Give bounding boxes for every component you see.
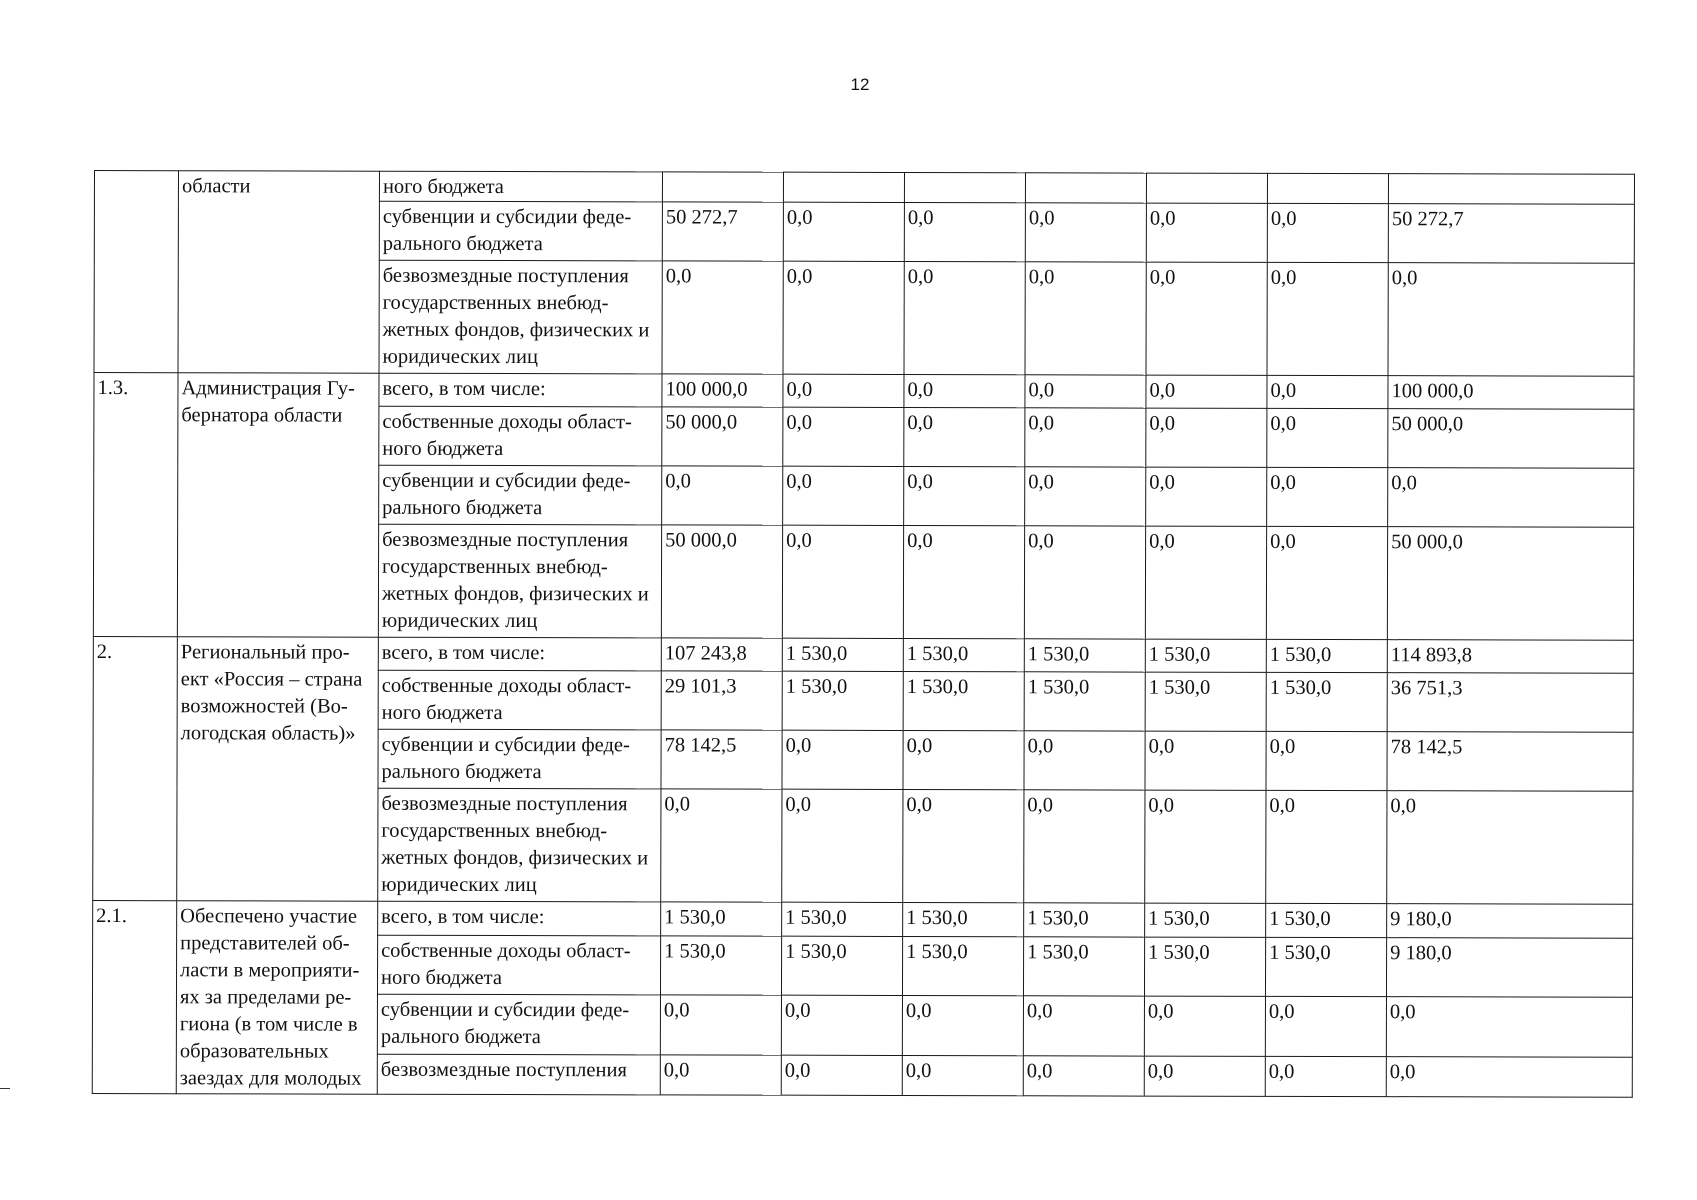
total-cell: 50 000,0: [1387, 527, 1633, 641]
row-name-text: Обеспечено участие представителей об-ласти в мероприяти-ях за пределами ре-гиона (в том числе в образовательных заездах для молодых: [179, 905, 362, 1090]
value-cell: 0,0: [1267, 375, 1388, 408]
value-cell: 0,0: [660, 995, 781, 1055]
total-cell: 0,0: [1388, 468, 1634, 528]
value-cell: [783, 172, 904, 202]
row-name-cell: области: [178, 171, 379, 373]
funding-source-cell: безвозмездные поступления: [377, 1055, 660, 1095]
value-cell: [1267, 173, 1388, 203]
value-cell: 0,0: [1146, 408, 1267, 467]
value-cell: 0,0: [1265, 997, 1386, 1057]
funding-source-cell: всего, в том числе:: [378, 637, 661, 671]
value-cell: 0,0: [1146, 262, 1267, 375]
value-cell: [1146, 173, 1267, 203]
value-cell: 0,0: [1265, 1057, 1386, 1097]
funding-source-cell: собственные доходы област-ного бюджета: [378, 670, 661, 730]
value-cell: 1 530,0: [661, 902, 782, 936]
value-cell: 0,0: [903, 525, 1024, 638]
value-cell: 1 530,0: [1145, 672, 1266, 731]
value-cell: 0,0: [1145, 731, 1266, 790]
total-cell: 9 180,0: [1386, 937, 1632, 998]
value-cell: 1 530,0: [782, 638, 903, 671]
value-cell: 0,0: [1025, 375, 1146, 408]
total-cell: 0,0: [1386, 1057, 1632, 1097]
value-cell: 0,0: [1146, 375, 1267, 408]
value-cell: 0,0: [1024, 790, 1145, 903]
value-cell: 1 530,0: [1024, 639, 1145, 672]
value-cell: 50 272,7: [662, 202, 783, 261]
value-cell: 78 142,5: [661, 730, 782, 789]
value-cell: 1 530,0: [782, 671, 903, 730]
total-cell: [1388, 174, 1634, 205]
value-cell: 0,0: [1024, 526, 1145, 639]
value-cell: 0,0: [1145, 790, 1266, 903]
value-cell: 0,0: [783, 407, 904, 466]
value-cell: 0,0: [782, 730, 903, 789]
value-cell: 50 000,0: [661, 525, 782, 638]
value-cell: 100 000,0: [662, 374, 783, 407]
value-cell: 0,0: [904, 407, 1025, 466]
row-code-cell: [94, 171, 178, 373]
value-cell: 0,0: [903, 789, 1024, 902]
value-cell: 1 530,0: [1266, 672, 1387, 731]
margin-mark: [0, 1088, 10, 1089]
value-cell: 0,0: [1144, 997, 1265, 1057]
value-cell: 0,0: [1145, 526, 1266, 639]
value-cell: 0,0: [1267, 262, 1388, 375]
funding-source-cell: собственные доходы област-ного бюджета: [379, 406, 662, 466]
total-cell: 36 751,3: [1387, 673, 1633, 733]
value-cell: 0,0: [661, 789, 782, 902]
value-cell: 0,0: [902, 996, 1023, 1056]
value-cell: 1 530,0: [903, 638, 1024, 671]
value-cell: 1 530,0: [660, 935, 781, 995]
page-number: 12: [850, 75, 870, 94]
value-cell: 107 243,8: [661, 638, 782, 671]
value-cell: 0,0: [782, 525, 903, 638]
value-cell: 0,0: [904, 202, 1025, 261]
funding-source-cell: субвенции и субсидии феде-рального бюджета: [378, 729, 661, 789]
table-row: [93, 636, 1633, 673]
value-cell: 0,0: [902, 1056, 1023, 1096]
funding-source-cell: собственные доходы област-ного бюджета: [377, 935, 660, 996]
funding-source-cell: безвозмездные поступления государственных внебюд-жетных фондов, физических и юридических лиц: [378, 788, 661, 902]
total-cell: 78 142,5: [1387, 732, 1633, 792]
value-cell: 0,0: [903, 730, 1024, 789]
total-cell: 0,0: [1388, 263, 1634, 377]
value-cell: 0,0: [1266, 731, 1387, 790]
funding-source-cell: безвозмездные поступления государственных внебюд-жетных фондов, физических и юридических лиц: [378, 524, 661, 638]
value-cell: 1 530,0: [1266, 639, 1387, 672]
value-cell: 0,0: [1024, 731, 1145, 790]
table-row: [94, 171, 1634, 205]
value-cell: 0,0: [1144, 1056, 1265, 1096]
row-name-cell: Региональный про-ект «Россия – страна возможностей (Во-логодская область)»: [177, 637, 379, 901]
budget-table: [92, 170, 1635, 1098]
total-cell: 114 893,8: [1387, 640, 1633, 674]
value-cell: 1 530,0: [1024, 903, 1145, 937]
value-cell: 0,0: [783, 466, 904, 525]
value-cell: 1 530,0: [903, 671, 1024, 730]
value-cell: 0,0: [1266, 790, 1387, 903]
funding-source-cell: субвенции и субсидии феде-рального бюджета: [379, 201, 662, 261]
funding-source-cell: ного бюджета: [379, 171, 662, 202]
row-code-cell: 1.3.: [93, 373, 178, 637]
value-cell: 1 530,0: [1145, 639, 1266, 672]
value-cell: 0,0: [1267, 467, 1388, 526]
value-cell: 0,0: [904, 466, 1025, 525]
value-cell: 0,0: [782, 789, 903, 902]
funding-source-cell: субвенции и субсидии феде-рального бюджета: [377, 995, 660, 1056]
value-cell: 29 101,3: [661, 671, 782, 730]
value-cell: 1 530,0: [782, 902, 903, 936]
value-cell: [662, 172, 783, 202]
value-cell: 0,0: [1267, 203, 1388, 262]
value-cell: 0,0: [1023, 996, 1144, 1056]
total-cell: 50 000,0: [1388, 409, 1634, 469]
funding-source-cell: всего, в том числе:: [379, 373, 662, 407]
value-cell: 0,0: [1266, 526, 1387, 639]
value-cell: 1 530,0: [1145, 903, 1266, 937]
value-cell: 1 530,0: [1023, 936, 1144, 996]
table-row: [93, 900, 1633, 937]
value-cell: 0,0: [783, 374, 904, 407]
value-cell: 0,0: [783, 261, 904, 374]
value-cell: 0,0: [1025, 467, 1146, 526]
total-cell: 9 180,0: [1387, 904, 1633, 938]
row-code-cell: 2.1.: [92, 900, 176, 1093]
value-cell: 1 530,0: [1144, 937, 1265, 997]
value-cell: 1 530,0: [902, 936, 1023, 996]
funding-source-cell: субвенции и субсидии феде-рального бюджета: [379, 465, 662, 525]
row-code-cell: 2.: [93, 636, 178, 900]
value-cell: 50 000,0: [662, 407, 783, 466]
funding-source-cell: безвозмездные поступления государственных внебюд-жетных фондов, физических и юридических лиц: [379, 260, 662, 374]
total-cell: 0,0: [1387, 791, 1633, 905]
value-cell: 0,0: [1025, 203, 1146, 262]
value-cell: 0,0: [1146, 467, 1267, 526]
value-cell: 0,0: [1025, 408, 1146, 467]
value-cell: 0,0: [904, 261, 1025, 374]
value-cell: 0,0: [660, 1055, 781, 1095]
total-cell: 0,0: [1386, 997, 1632, 1058]
row-name-cell: Администрация Гу-бернатора области: [177, 373, 379, 637]
row-name-cell: [176, 901, 377, 1094]
value-cell: 1 530,0: [1265, 937, 1386, 997]
value-cell: 0,0: [781, 1056, 902, 1096]
value-cell: 0,0: [1025, 262, 1146, 375]
table-body: [92, 171, 1634, 1098]
value-cell: 1 530,0: [1024, 672, 1145, 731]
value-cell: 1 530,0: [903, 902, 1024, 936]
value-cell: 0,0: [662, 261, 783, 374]
funding-source-cell: всего, в том числе:: [378, 901, 661, 935]
value-cell: 1 530,0: [1266, 903, 1387, 937]
value-cell: [904, 172, 1025, 202]
total-cell: 100 000,0: [1388, 376, 1634, 410]
value-cell: 0,0: [662, 466, 783, 525]
table-row: [94, 373, 1634, 410]
value-cell: 0,0: [904, 374, 1025, 407]
value-cell: 1 530,0: [781, 936, 902, 996]
value-cell: 0,0: [783, 202, 904, 261]
total-cell: 50 272,7: [1388, 204, 1634, 264]
value-cell: 0,0: [1267, 408, 1388, 467]
value-cell: 0,0: [781, 996, 902, 1056]
value-cell: [1025, 173, 1146, 203]
value-cell: 0,0: [1023, 1056, 1144, 1096]
value-cell: 0,0: [1146, 203, 1267, 262]
